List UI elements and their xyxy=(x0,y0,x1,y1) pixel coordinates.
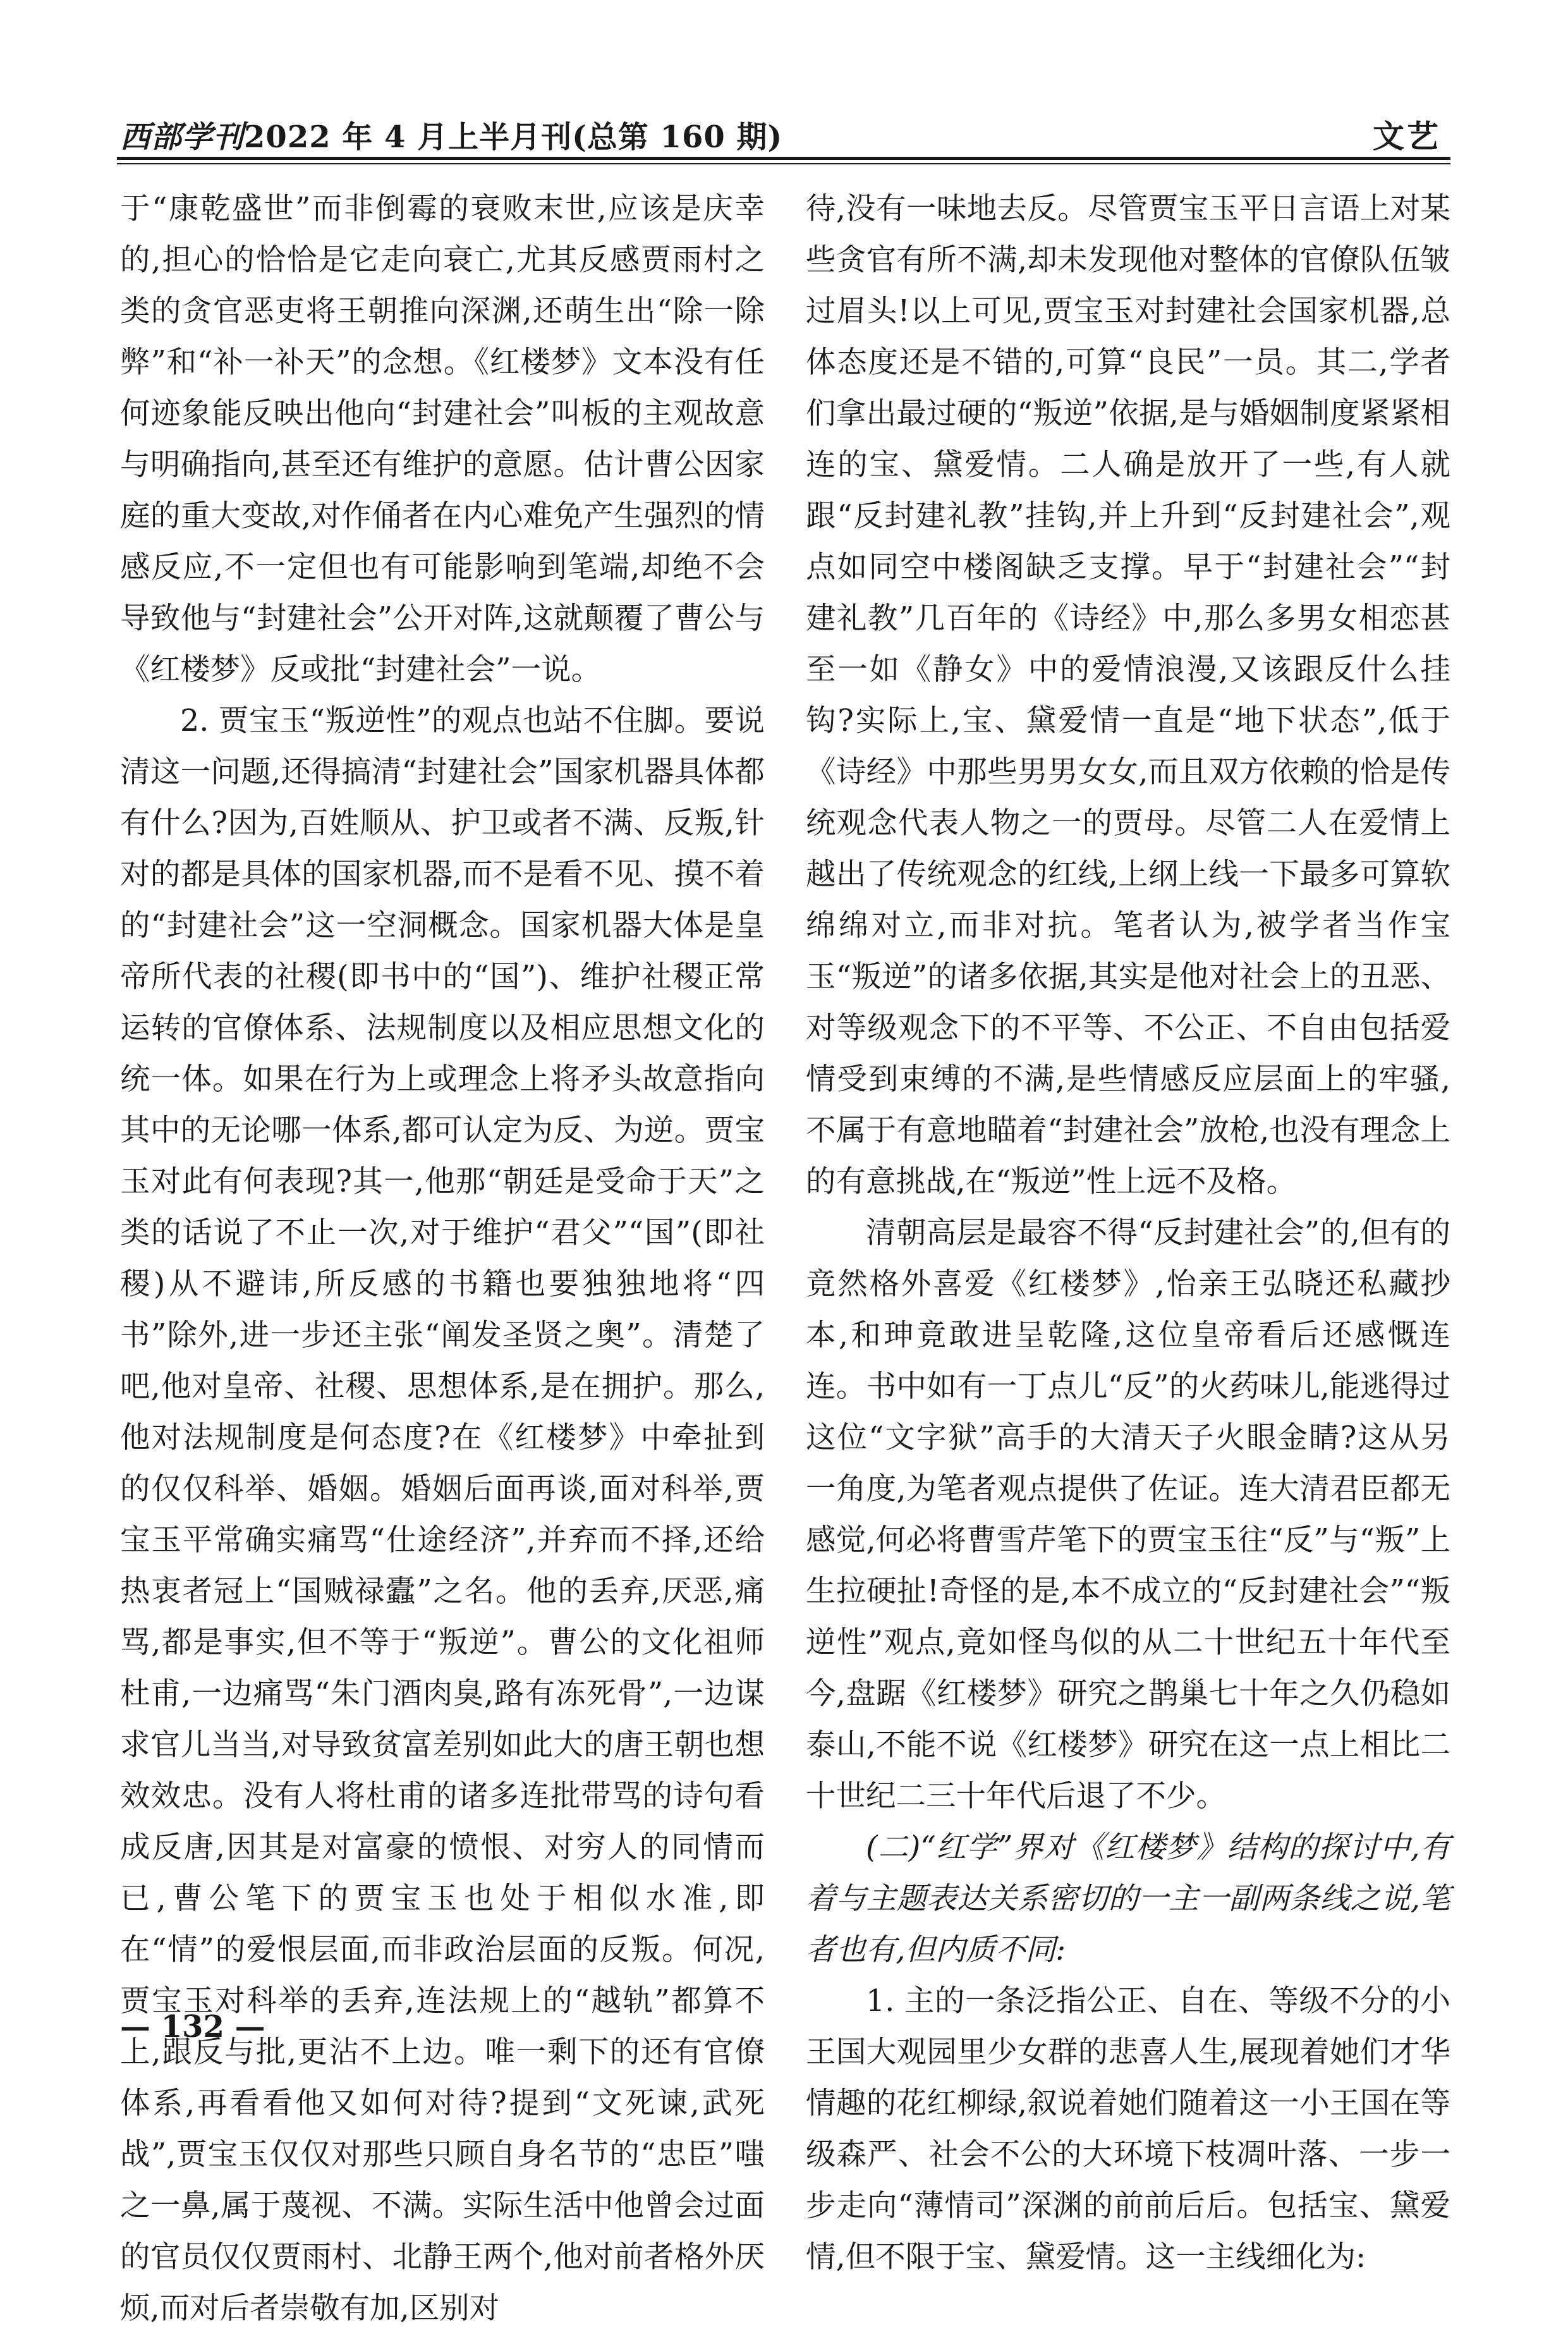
paragraph: 于“康乾盛世”而非倒霉的衰败末世,应该是庆幸的,担心的恰恰是它走向衰亡,尤其反感贾雨村之类的贪官恶吏将王朝推向深渊,还萌生出“除一除弊”和“补一补天”的念想。《红楼梦》文本没有任何迹象能反映出他向“封建社会”叫板的主观故意与明确指向,甚至还有维护的意愿。估计曹公因家庭的重大变故,对作俑者在内心难免产生强烈的情感反应,不一定但也有可能影响到笔端,却绝不会导致他与“封建社会”公开对阵,这就颠覆了曹公与《红楼梦》反或批“封建社会”一说。 xyxy=(120,192,765,687)
running-header xyxy=(120,106,1447,157)
paragraph: 1. 主的一条泛指公正、自在、等级不分的小王国大观园里少女群的悲喜人生,展现着她们才华情趣的花红柳绿,叙说着她们随着这一小王国在等级森严、社会不公的大环境下枝凋叶落、一步一步走向“薄情司”深渊的前前后后。包括宝、黛爱情,但不限于宝、黛爱情。这一主线细化为: xyxy=(806,1984,1450,2275)
right-column xyxy=(806,183,1450,2283)
journal-logo: 西部学刊 xyxy=(120,119,245,155)
header-rule-thin xyxy=(117,163,1450,164)
paragraph: 清朝高层是最容不得“反封建社会”的,但有的竟然格外喜爱《红楼梦》,怡亲王弘晓还私藏抄本,和珅竟敢进呈乾隆,这位皇帝看后还感慨连连。书中如有一丁点儿“反”的火药味儿,能逃得过这位“文字狱”高手的大清天子火眼金睛?这从另一角度,为笔者观点提供了佐证。连大清君臣都无感觉,何必将曹雪芹笔下的贾宝玉往“反”与“叛”上生拉硬扯!奇怪的是,本不成立的“反封建社会”“叛逆性”观点,竟如怪鸟似的从二十世纪五十年代至今,盘踞《红楼梦》研究之鹊巢七十年之久仍稳如泰山,不能不说《红楼梦》研究在这一点上相比二十世纪二三十年代后退了不少。 xyxy=(806,1216,1450,1814)
issue-label: 2022 年 4 月上半月刊(总第 160 期) xyxy=(244,119,783,155)
journal-issue xyxy=(120,113,782,156)
paragraph: 2. 贾宝玉“叛逆性”的观点也站不住脚。要说清这一问题,还得搞清“封建社会”国家机器具体都有什么?因为,百姓顺从、护卫或者不满、反叛,针对的都是具体的国家机器,而不是看不见、摸不着的“封建社会”这一空洞概念。国家机器大体是皇帝所代表的社稷(即书中的“国”)、维护社稷正常运转的官僚体系、法规制度以及相应思想文化的统一体。如果在行为上或理念上将矛头故意指向其中的无论哪一体系,都可认定为反、为逆。贾宝玉对此有何表现?其一,他那“朝廷是受命于天”之类的话说了不止一次,对于维护“君父”“国”(即社稷)从不避讳,所反感的书籍也要独独地将“四书”除外,进一步还主张“阐发圣贤之奥”。清楚了吧,他对皇帝、社稷、思想体系,是在拥护。那么,他对法规制度是何态度?在《红楼梦》中牵扯到的仅仅科举、婚姻。婚姻后面再谈,面对科举,贾宝玉平常确实痛骂“仕途经济”,并弃而不择,还给热衷者冠上“国贼禄蠹”之名。他的丢弃,厌恶,痛骂,都是事实,但不等于“叛逆”。曹公的文化祖师杜甫,一边痛骂“朱门酒肉臭,路有冻死骨”,一边谋求官儿当当,对导致贫富差别如此大的唐王朝也想效效忠。没有人将杜甫的诸多连批带骂的诗句看成反唐,因其是对富豪的愤恨、对穷人的同情而已,曹公笔下的贾宝玉也处于相似水准,即在“情”的爱恨层面,而非政治层面的反叛。何况,贾宝玉对科举的丢弃,连法规上的“越轨”都算不上,跟反与批,更沾不上边。唯一剩下的还有官僚体系,再看看他又如何对待?提到“文死谏,武死战”,贾宝玉仅仅对那些只顾自身名节的“忠臣”嗤之一鼻,属于蔑视、不满。实际生活中他曾会过面的官员仅仅贾雨村、北静王两个,他对前者格外厌烦,而对后者崇敬有加,区别对 xyxy=(120,704,765,2326)
section-label: 文艺 xyxy=(1373,118,1441,155)
section-heading-paragraph: (二)“红学”界对《红楼梦》结构的探讨中,有着与主题表达关系密切的一主一副两条线之说,笔者也有,但内质不同: xyxy=(806,1830,1450,1967)
page-number: — 132 — xyxy=(120,2009,265,2044)
paragraph: 待,没有一味地去反。尽管贾宝玉平日言语上对某些贪官有所不满,却未发现他对整体的官僚队伍皱过眉头!以上可见,贾宝玉对封建社会国家机器,总体态度还是不错的,可算“良民”一员。其二,学者们拿出最过硬的“叛逆”依据,是与婚姻制度紧紧相连的宝、黛爱情。二人确是放开了一些,有人就跟“反封建礼教”挂钩,并上升到“反封建社会”,观点如同空中楼阁缺乏支撑。早于“封建社会”“封建礼教”几百年的《诗经》中,那么多男女相恋甚至一如《静女》中的爱情浪漫,又该跟反什么挂钩?实际上,宝、黛爱情一直是“地下状态”,低于《诗经》中那些男男女女,而且双方依赖的恰是传统观念代表人物之一的贾母。尽管二人在爱情上越出了传统观念的红线,上纲上线一下最多可算软绵绵对立,而非对抗。笔者认为,被学者当作宝玉“叛逆”的诸多依据,其实是他对社会上的丑恶、对等级观念下的不平等、不公正、不自由包括爱情受到束缚的不满,是些情感反应层面上的牢骚,不属于有意地瞄着“封建社会”放枪,也没有理念上的有意挑战,在“叛逆”性上远不及格。 xyxy=(806,192,1450,1199)
header-rule xyxy=(117,157,1450,160)
